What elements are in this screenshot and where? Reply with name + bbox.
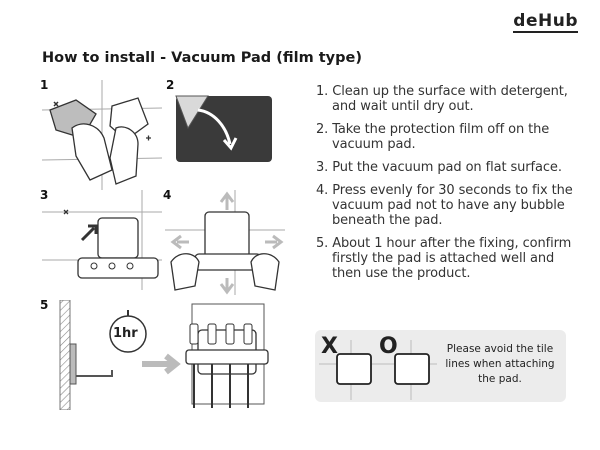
step-3-illustration (42, 190, 162, 290)
film-peel-icon (168, 80, 278, 170)
right-mark: O (379, 334, 398, 359)
instruction-step-5: 5. About 1 hour after the fixing, confirm firstly the pad is attached well and then use the product. (316, 236, 572, 281)
page-title: How to install - Vacuum Pad (film type) (42, 50, 362, 66)
step-3-number: 3 (40, 188, 49, 202)
step-1-illustration (42, 80, 162, 190)
instruction-step-4: 4. Press evenly for 30 seconds to fix the vacuum pad not to have any bubble beneath the pad. (316, 183, 573, 228)
step-5-illustration (42, 300, 277, 410)
instruction-step-2: 2. Take the protection film off on the vacuum pad. (316, 122, 550, 152)
timer-label: 1hr (113, 326, 138, 341)
step-4-number: 4 (163, 188, 172, 202)
tile-line-notice (315, 330, 566, 402)
step-2-illustration (168, 80, 278, 170)
instruction-step-1: 1. Clean up the surface with detergent, and wait until dry out. (316, 84, 568, 114)
notice-text: Please avoid the tile lines when attaching the pad. (445, 343, 555, 385)
placing-pad-icon (42, 190, 162, 290)
step-1-number: 1 (40, 78, 49, 92)
wrong-mark: X (321, 334, 338, 359)
wait-one-hour-icon (42, 300, 277, 410)
step-2-number: 2 (166, 78, 175, 92)
brand-logo: deHub (513, 11, 578, 31)
instruction-step-3: 3. Put the vacuum pad on flat surface. (316, 160, 562, 175)
instruction-list (316, 84, 586, 289)
step-4-illustration (165, 190, 285, 295)
pressing-pad-icon (165, 190, 285, 295)
step-5-number: 5 (40, 298, 49, 312)
cleaning-hands-icon (42, 80, 162, 190)
